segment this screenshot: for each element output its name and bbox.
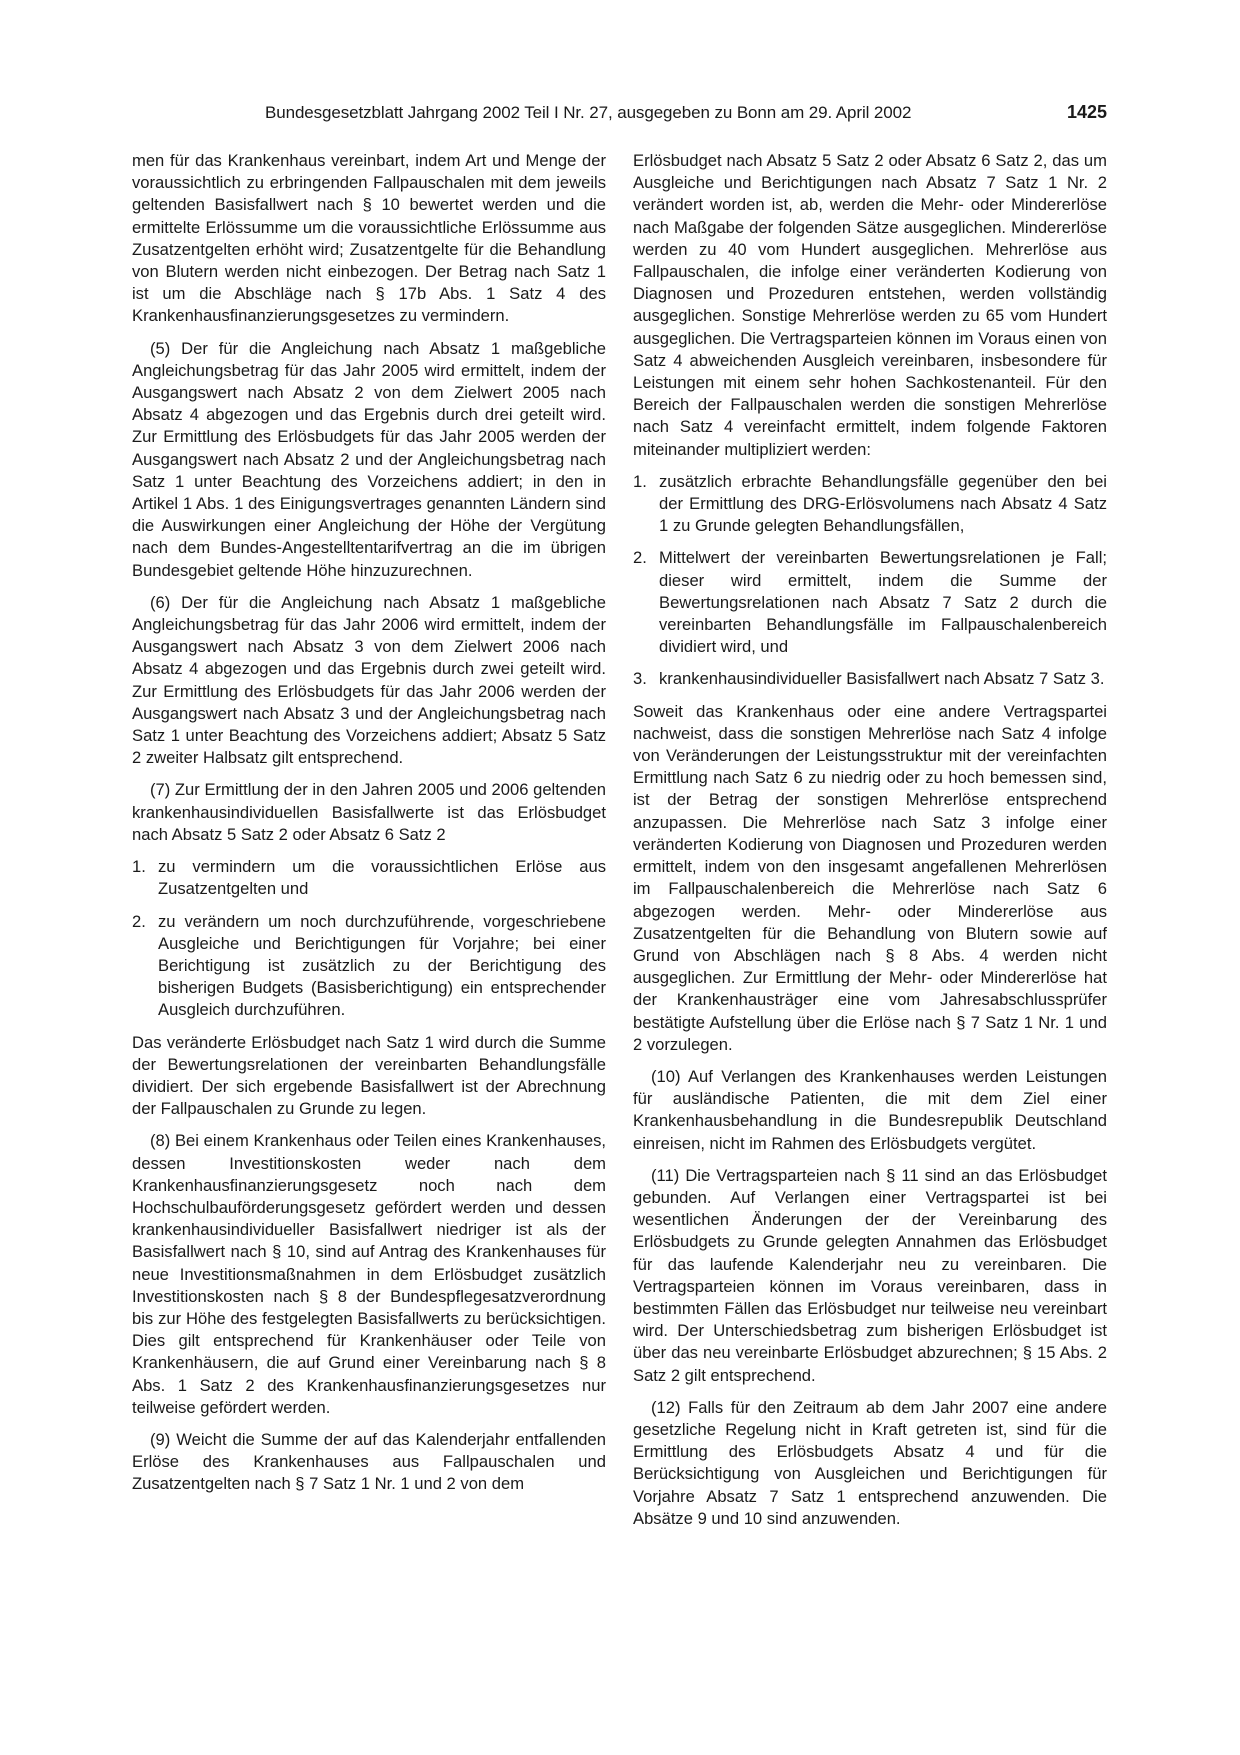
paragraph-6: (6) Der für die Angleichung nach Absatz 1 maßgebliche Angleichungsbetrag für das Jahr 2006 wird ermittelt, indem der Ausgangswert nach Absatz 3 von dem Zielwert 2006 nach Absatz 4 abgezogen und das Ergebnis durch zwei geteilt wird. Zur Ermittlung des Erlösbudgets für das Jahr 2006 werden der Ausgangswert nach Absatz 3 und der Angleichungsbetrag nach Satz 1 unter Beachtung des Vorzeichens addiert; Absatz 5 Satz 2 zweiter Halbsatz gilt entsprechend.: [132, 592, 606, 768]
header-title: Bundesgesetzblatt Jahrgang 2002 Teil I Nr. 27, ausgegeben zu Bonn am 29. April 2002: [265, 103, 912, 122]
list-item-text: zu verändern um noch durchzuführende, vorgeschriebene Ausgleiche und Berichtigungen für Vorjahre; bei einer Berichtigung ist zusätzlich zu der Berichtigung des bisherigen Budgets (Basisberichtigung) ein entsprechender Ausgleich durchzuführen.: [158, 911, 606, 1020]
page-header: [130, 101, 1107, 127]
page-number: 1425: [1066, 102, 1107, 122]
paragraph-7: (7) Zur Ermittlung der in den Jahren 2005 und 2006 geltenden krankenhausindividuellen Basisfallwerte ist das Erlösbudget nach Absatz 5 Satz 2 oder Absatz 6 Satz 2: [132, 780, 606, 844]
paragraph: Erlösbudget nach Absatz 5 Satz 2 oder Absatz 6 Satz 2, das um Ausgleiche und Berichtigungen nach Absatz 7 Satz 1 Nr. 2 verändert worden ist, ab, werden die Mehr- oder Mindererlöse nach Maßgabe der folgenden Sätze ausgeglichen. Mindererlöse werden zu 40 vom Hundert ausgeglichen. Mehrerlöse aus Fallpauschalen, die infolge einer veränderten Kodierung von Diagnosen und Prozeduren entstehen, werden vollständig ausgeglichen. Sonstige Mehrerlöse werden zu 65 vom Hundert ausgeglichen. Die Vertragsparteien können im Voraus einen von Satz 4 abweichenden Ausgleich vereinbaren, insbesondere für Leistungen mit einem sehr hohen Sachkostenanteil. Für den Bereich der Fallpauschalen werden die sonstigen Mehrerlöse nach Satz 4 vereinfacht ermittelt, indem folgende Faktoren miteinander multipliziert werden:: [633, 151, 1107, 459]
right-column: [633, 150, 1107, 1540]
paragraph: men für das Krankenhaus vereinbart, indem Art und Menge der voraussichtlich zu erbringenden Fallpauschalen mit dem jeweils geltenden Basisfallwert nach § 10 bewertet werden und die ermittelte Erlössumme um die voraussichtliche Erlössumme aus Zusatzentgelten erhöht wird; Zusatzentgelte für die Behandlung von Blutern werden nicht einbezogen. Der Betrag nach Satz 1 ist um die Abschläge nach § 17b Abs. 1 Satz 4 des Krankenhausfinanzierungsgesetzes zu vermindern.: [132, 151, 606, 326]
paragraph-10: (10) Auf Verlangen des Krankenhauses werden Leistungen für ausländische Patienten, die mit dem Ziel einer Krankenhausbehandlung in die Bundesrepublik Deutschland einreisen, nicht im Rahmen des Erlösbudgets vergütet.: [633, 1066, 1107, 1153]
list-item-text: zusätzlich erbrachte Behandlungsfälle gegenüber den bei der Ermittlung des DRG-Erlösvolumens nach Absatz 4 Satz 1 zu Grunde gelegten Behandlungsfällen,: [659, 471, 1107, 536]
paragraph-8: (8) Bei einem Krankenhaus oder Teilen eines Krankenhauses, dessen Investitionskosten weder nach dem Krankenhausfinanzierungsgesetz noch nach dem Hochschulbauförderungsgesetz gefördert werden und dessen krankenhausindividueller Basisfallwert niedriger ist als der Basisfallwert nach § 10, sind auf Antrag des Krankenhauses für neue Investitionsmaßnahmen in dem Erlösbudget zusätzlich Investitionskosten nach § 8 der Bundespflegesatzverordnung bis zur Höhe des festgelegten Basisfallwerts zu berücksichtigen. Dies gilt entsprechend für Krankenhäuser oder Teile von Krankenhäusern, die auf Grund einer Vereinbarung nach § 8 Abs. 1 Satz 2 des Krankenhausfinanzierungsgesetzes nur teilweise gefördert werden.: [132, 1131, 606, 1417]
list-item-number: 2.: [132, 911, 146, 931]
list-item-number: 1.: [633, 471, 647, 491]
paragraph-11: (11) Die Vertragsparteien nach § 11 sind an das Erlösbudget gebunden. Auf Verlangen einer Vertragspartei ist bei wesentlichen Änderungen der der Vereinbarung des Erlösbudgets zu Grunde gelegten Annahmen das Erlösbudget für das laufende Kalenderjahr neu zu vereinbaren. Die Vertragsparteien können im Voraus vereinbaren, dass in bestimmten Fällen das Erlösbudget nur teilweise neu vereinbart wird. Der Unterschiedsbetrag zum bisherigen Erlösbudget ist über das neu vereinbarte Erlösbudget abzurechnen; § 15 Abs. 2 Satz 2 gilt entsprechend.: [633, 1165, 1107, 1385]
list-item: [633, 668, 1107, 690]
list-item: [132, 911, 606, 1022]
paragraph-5: (5) Der für die Angleichung nach Absatz 1 maßgebliche Angleichungsbetrag für das Jahr 2005 wird ermittelt, indem der Ausgangswert nach Absatz 2 von dem Zielwert 2005 nach Absatz 4 abgezogen und das Ergebnis durch drei geteilt wird. Zur Ermittlung des Erlösbudgets für das Jahr 2005 werden der Ausgangswert nach Absatz 2 und der Angleichungsbetrag nach Satz 1 unter Beachtung des Vorzeichens addiert; in den in Artikel 1 Abs. 1 des Einigungsvertrages genannten Ländern sind die Auswirkungen einer Angleichung der Höhe der Vergütung nach dem Bundes-Angestelltentarifvertrag an die im übrigen Bundesgebiet geltende Höhe hinzuzurechnen.: [132, 338, 606, 580]
paragraph-12: (12) Falls für den Zeitraum ab dem Jahr 2007 eine andere gesetzliche Regelung nicht in Kraft getreten ist, sind für die Ermittlung des Erlösbudgets Absatz 4 und für die Berücksichtigung von Ausgleichen und Berichtigungen für Vorjahre Absatz 7 Satz 1 entsprechend anzuwenden. Die Absätze 9 und 10 sind anzuwenden.: [633, 1397, 1107, 1528]
numbered-list: [633, 471, 1107, 691]
paragraph-9: (9) Weicht die Summe der auf das Kalenderjahr entfallenden Erlöse des Krankenhauses aus Fallpauschalen und Zusatzentgelten nach § 7 Satz 1 Nr. 1 und 2 von dem: [132, 1429, 606, 1494]
list-item: [132, 856, 606, 900]
list-item-text: krankenhausindividueller Basisfallwert nach Absatz 7 Satz 3.: [659, 669, 1105, 689]
list-item-number: 1.: [132, 857, 146, 877]
list-item: [633, 547, 1107, 658]
paragraph: Das veränderte Erlösbudget nach Satz 1 wird durch die Summe der Bewertungsrelationen der vereinbarten Behandlungsfälle dividiert. Der sich ergebende Basisfallwert ist der Abrechnung der Fallpauschalen zu Grunde zu legen.: [132, 1032, 606, 1119]
numbered-list: [132, 856, 606, 1021]
list-item-number: 3.: [633, 669, 647, 689]
left-column: [132, 150, 606, 1506]
list-item: [633, 471, 1107, 538]
list-item-text: Mittelwert der vereinbarten Bewertungsrelationen je Fall; dieser wird ermittelt, indem die Summe der Bewertungsrelationen nach Absatz 7 Satz 2 durch die vereinbarten Behandlungsfälle im Fallpauschalenbereich dividiert wird, und: [659, 548, 1107, 657]
list-item-number: 2.: [633, 548, 647, 568]
paragraph: Soweit das Krankenhaus oder eine andere Vertragspartei nachweist, dass die sonstigen Mehrerlöse nach Satz 4 infolge von Veränderungen der Leistungsstruktur mit der vereinfachten Ermittlung nach Satz 6 zu niedrig oder zu hoch bemessen sind, ist der Betrag der sonstigen Mehrerlöse entsprechend anzupassen. Die Mehrerlöse nach Satz 3 infolge einer veränderten Kodierung von Diagnosen und Prozeduren werden ermittelt, indem von den insgesamt angefallenen Mehrerlösen im Fallpauschalenbereich die Mehrerlöse nach Satz 6 abgezogen werden. Mehr- oder Mindererlöse aus Zusatzentgelten für die Behandlung von Blutern sowie auf Grund von Abschlägen nach § 8 Abs. 4 werden nicht ausgeglichen. Zur Ermittlung der Mehr- oder Mindererlöse hat der Krankenhausträger eine vom Jahresabschlussprüfer bestätigte Aufstellung über die Erlöse nach § 7 Satz 1 Nr. 1 und 2 vorzulegen.: [633, 701, 1107, 1054]
list-item-text: zu vermindern um die voraussichtlichen Erlöse aus Zusatzentgelten und: [158, 857, 606, 899]
